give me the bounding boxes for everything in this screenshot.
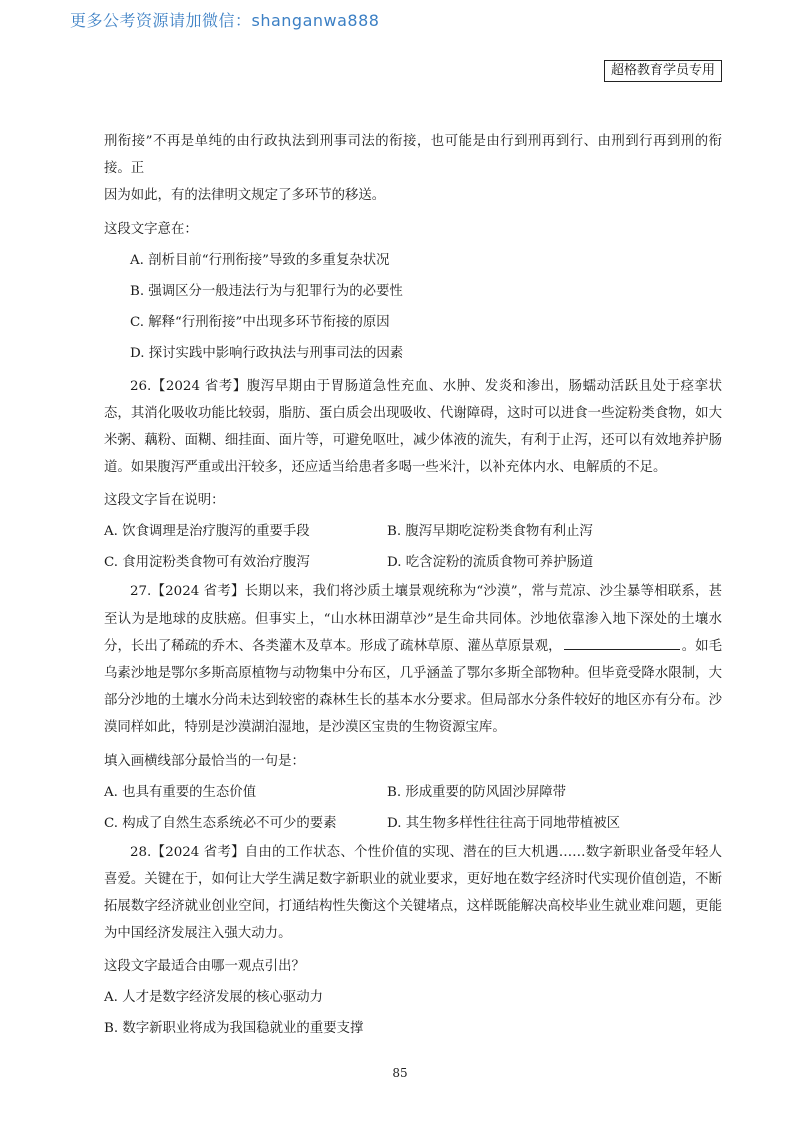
- q26-passage: [104, 373, 722, 482]
- q27-number: 27.: [130, 584, 152, 600]
- q25-option-b: B. 强调区分一般违法行为与犯罪行为的必要性: [130, 283, 403, 299]
- page-content: [104, 128, 722, 1044]
- q26-number: 26.: [130, 378, 152, 394]
- q27-blank-line: [564, 637, 680, 650]
- q26-option-c: C. 食用淀粉类食物可有效治疗腹泻: [104, 555, 310, 571]
- q27-options-row1: [104, 777, 722, 808]
- q25-option-c: C. 解释“行刑衔接”中出现多环节衔接的原因: [130, 314, 390, 330]
- q28-passage: [104, 839, 722, 948]
- q28-stem: 这段文字最适合由哪一观点引出？: [104, 959, 305, 975]
- q25-stem: 这段文字意在：: [104, 221, 198, 237]
- q26-stem: 这段文字旨在说明：: [104, 493, 225, 509]
- q25-lead-line1: 刑衔接”不再是单纯的由行政执法到刑事司法的衔接，也可能是由行到刑再到行、由刑到行再到刑的衔接。正: [104, 134, 722, 177]
- student-badge: 超格教育学员专用: [604, 60, 722, 82]
- q27-option-d: D. 其生物多样性往往高于同地带植被区: [387, 815, 621, 831]
- q27-option-b: B. 形成重要的防风固沙屏障带: [387, 784, 567, 800]
- q27-tag: 【2024 省考】: [151, 584, 245, 600]
- q27-text-before: 长期以来，我们将沙质土壤景观统称为“沙漠”，常与荒凉、沙尘暴等相联系，甚至认为是地球的皮肤癌。但事实上，“山水林田湖草沙”是生命共同体。沙地依靠渗入地下深处的土壤水分，长出了稀疏的乔木、各类灌木及草本。形成了疏林草原、灌丛草原景观，: [104, 584, 722, 654]
- q26-tag: 【2024 省考】: [151, 378, 247, 394]
- page-number: 85: [392, 1066, 408, 1080]
- question-27: [104, 578, 722, 838]
- q28-option-b: B. 数字新职业将成为我国稳就业的重要支撑: [104, 1021, 364, 1037]
- watermark-text: 更多公考资源请加微信：shanganwa888: [70, 11, 380, 30]
- q27-passage: [104, 578, 722, 741]
- q26-option-a: A. 饮食调理是治疗腹泻的重要手段: [104, 524, 310, 540]
- q25-option-d: D. 探讨实践中影响行政执法与刑事司法的因素: [130, 345, 404, 361]
- q25-lead-line2: 因为如此，有的法律明文规定了多环节的移送。: [104, 188, 386, 204]
- q27-option-a: A. 也具有重要的生态价值: [104, 784, 257, 800]
- q27-options-row2: [104, 808, 722, 839]
- q27-stem: 填入画横线部分最恰当的一句是：: [104, 753, 305, 769]
- q28-text: 自由的工作状态、个性价值的实现、潜在的巨大机遇……数字新职业备受年轻人喜爱。关键在于，如何让大学生满足数字新职业的就业要求，更好地在数字经济时代实现价值创造，不断拓展数字经济就业创业空间，打通结构性失衡这个关键堵点，这样既能解决高校毕业生就业难问题，更能为中国经济发展注入强大动力。: [104, 844, 723, 942]
- q27-option-c: C. 构成了自然生态系统必不可少的要素: [104, 815, 337, 831]
- q28-option-a: A. 人才是数字经济发展的核心驱动力: [104, 990, 324, 1006]
- question-26: [104, 373, 722, 579]
- q26-option-b: B. 腹泻早期吃淀粉类食物有利止泻: [387, 524, 593, 540]
- q26-text: 腹泻早期由于胃肠道急性充血、水肿、发炎和渗出，肠蠕动活跃且处于痉挛状态，其消化吸收功能比较弱，脂肪、蛋白质会出现吸收、代谢障碍，这时可以进食一些淀粉类食物，如大米粥、藕粉、面糊、细挂面、面片等，可避免呕吐，减少体液的流失，有利于止泻，还可以有效地养护肠道。如果腹泻严重或出汗较多，还应适当给患者多喝一些米汁，以补充体内水、电解质的不足。: [104, 378, 722, 476]
- q26-option-d: D. 吃含淀粉的流质食物可养护肠道: [387, 555, 594, 571]
- q28-tag: 【2024 省考】: [151, 844, 245, 860]
- question-25: [104, 128, 722, 369]
- q28-number: 28.: [130, 844, 152, 860]
- q25-option-a: A. 剖析目前“行刑衔接”导致的多重复杂状况: [130, 252, 390, 268]
- q27-text-after: 。如毛乌素沙地是鄂尔多斯高原植物与动物集中分布区，几乎涵盖了鄂尔多斯全部物种。但毕竟受降水限制，大部分沙地的土壤水分尚未达到较密的森林生长的基本水分要求。但局部水分条件较好的地区亦有分布。沙漠同样如此，特别是沙漠湖泊湿地，是沙漠区宝贵的生物资源宝库。: [104, 638, 723, 736]
- q26-options-row2: [104, 547, 722, 578]
- question-28: [104, 839, 722, 1045]
- q26-options-row1: [104, 516, 722, 547]
